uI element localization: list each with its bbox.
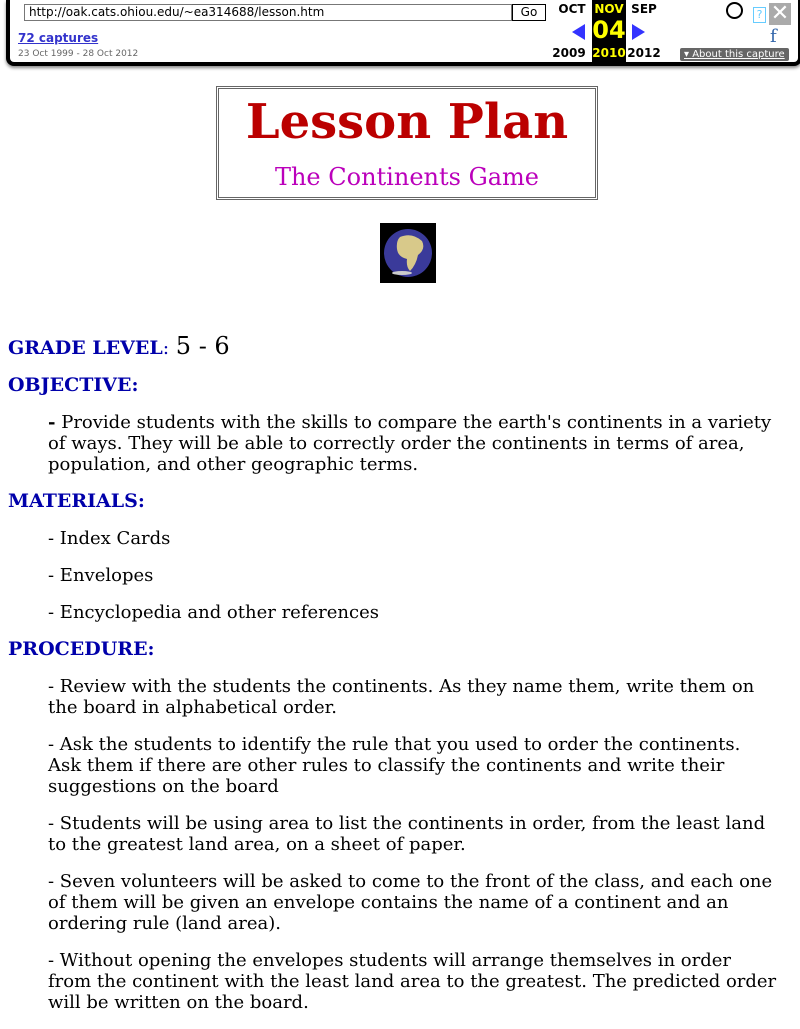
procedure-heading: PROCEDURE:	[8, 638, 155, 660]
grade-level	[8, 332, 778, 360]
globe-image	[380, 223, 436, 283]
prev-capture-arrow-icon[interactable]	[572, 24, 585, 40]
capture-range: 23 Oct 1999 - 28 Oct 2012	[18, 49, 139, 59]
next-month-link[interactable]: SEP	[631, 2, 657, 16]
list-item: - Envelopes	[48, 565, 154, 586]
objective-text	[48, 412, 778, 475]
objective-dash: -	[48, 412, 56, 433]
current-month: NOV	[594, 2, 624, 16]
materials-heading: MATERIALS:	[8, 490, 145, 512]
prev-year[interactable]: 2009	[552, 46, 586, 60]
go-button[interactable]: Go	[512, 4, 546, 21]
objective-heading: OBJECTIVE:	[8, 374, 139, 396]
close-icon[interactable]: ✕	[770, 1, 790, 26]
help-icon[interactable]: ?	[753, 7, 766, 23]
list-item: - Review with the students the continents. As they name them, write them on the board in alphabetical order.	[48, 676, 755, 718]
grade-label: GRADE LEVEL	[8, 337, 163, 359]
grade-value: 5 - 6	[175, 332, 230, 360]
current-year: 2010	[592, 46, 626, 60]
objective-body: Provide students with the skills to compare the earth's continents in a variety of ways. They will be able to correctly order the continents in terms of area, population, and other geographic terms.	[48, 412, 772, 475]
list-item: - Encyclopedia and other references	[48, 602, 379, 623]
next-capture-arrow-icon[interactable]	[632, 24, 645, 40]
grade-colon: :	[162, 337, 170, 359]
list-item: - Seven volunteers will be asked to come to the front of the class, and each one of them will be given an envelope contains the name of a continent and an ordering rule (land area).	[48, 871, 773, 934]
prev-month-link[interactable]: OCT	[558, 2, 586, 16]
page-subtitle: The Continents Game	[274, 163, 540, 191]
lesson-content	[8, 332, 778, 1029]
url-input[interactable]: http://oak.cats.ohiou.edu/~ea314688/lesson.htm	[24, 4, 512, 21]
about-capture-button[interactable]: ▾ About this capture	[680, 48, 789, 61]
title-box	[216, 86, 598, 200]
captures-link[interactable]: 72 captures	[18, 31, 99, 45]
list-item: - Without opening the envelopes students will arrange themselves in order from the continent with the least land area to the greatest. The predicted order will be written on the board.	[48, 950, 777, 1013]
facebook-icon[interactable]: f	[770, 26, 777, 47]
next-year[interactable]: 2012	[627, 46, 661, 60]
wayback-toolbar	[6, 0, 800, 66]
circle-icon[interactable]	[726, 2, 743, 19]
list-item: - Index Cards	[48, 528, 171, 549]
list-item: - Students will be using area to list the continents in order, from the least land to the greatest land area, on a sheet of paper.	[48, 813, 766, 855]
current-day: 04	[592, 16, 626, 44]
list-item: - Ask the students to identify the rule that you used to order the continents. Ask them if there are other rules to classify the continents and write their suggestions on the board	[48, 734, 741, 797]
page-title: Lesson Plan	[245, 94, 569, 150]
